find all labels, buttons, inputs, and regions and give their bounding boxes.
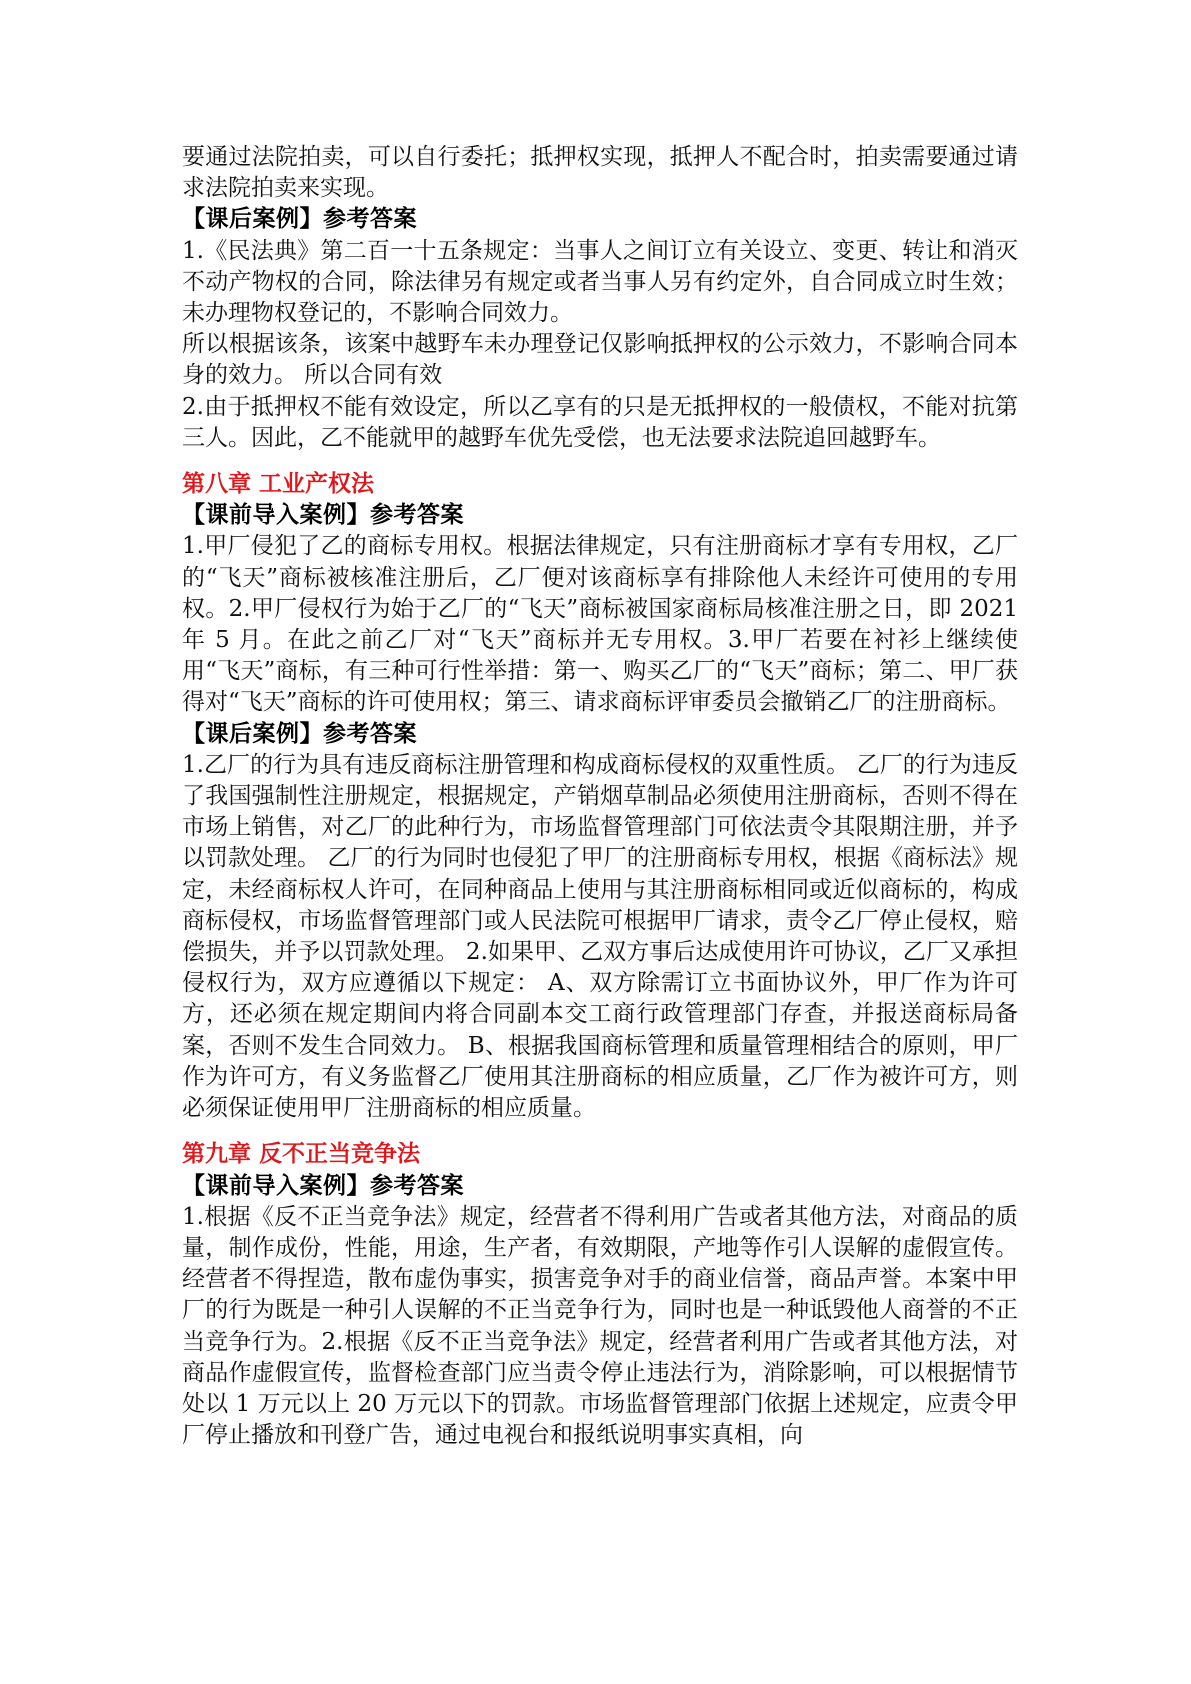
chapter-9-label-pre: 【课前导入案例】参考答案: [182, 1172, 464, 1199]
chapter-9-paragraph-1: 1.根据《反不正当竞争法》规定，经营者不得利用广告或者其他方法，对商品的质量，制作成份，性能，用途，生产者，有效期限，产地等作引人误解的虚假宣传。经营者不得捏造，散布虚伪事实，损害竞争对手的商业信誉，商品声誉。本案中甲厂的行为既是一种引人误解的不正当竞争行为，同时也是一种诋毁他人商誉的不正当竞争行为。2.根据《反不正当竞争法》规定，经营者利用广告或者其他方法，对商品作虚假宣传，监督检查部门应当责令停止违法行为，消除影响，可以根据情节处以 1 万元以上 20 万元以下的罚款。市场监督管理部门依据上述规定，应责令甲厂停止播放和刊登广告，通过电视台和报纸说明事实真相，向: [182, 1203, 1018, 1449]
intro-paragraph-4: 2.由于抵押权不能有效设定，所以乙享有的只是无抵押权的一般债权，不能对抗第三人。因此，乙不能就甲的越野车优先受偿，也无法要求法院追回越野车。: [182, 393, 1018, 451]
spacer: [182, 1124, 1018, 1139]
chapter-9-title: 第九章 反不正当竞争法: [182, 1141, 421, 1168]
chapter-8-paragraph-1: 1.甲厂侵犯了乙的商标专用权。根据法律规定，只有注册商标才享有专用权，乙厂的“飞天”商标被核准注册后，乙厂便对该商标享有排除他人未经许可使用的专用权。2.甲厂侵权行为始于乙厂的“飞天”商标被国家商标局核准注册之日，即 2021 年 5 月。在此之前乙厂对“飞天”商标并无专用权。3.甲厂若要在衬衫上继续使用“飞天”商标，有三种可行性举措：第一、购买乙厂的“飞天”商标；第二、甲厂获得对“飞天”商标的许可使用权；第三、请求商标评审委员会撤销乙厂的注册商标。: [182, 533, 1018, 716]
chapter-8-label-pre: 【课前导入案例】参考答案: [182, 502, 464, 529]
intro-paragraph-1: 要通过法院拍卖，可以自行委托；抵押权实现，抵押人不配合时，拍卖需要通过请求法院拍卖来实现。: [182, 144, 1018, 202]
spacer: [182, 454, 1018, 469]
chapter-8-paragraph-2: 1.乙厂的行为具有违反商标注册管理和构成商标侵权的双重性质。 乙厂的行为违反了我国强制性注册规定，根据规定，产销烟草制品必须使用注册商标，否则不得在市场上销售，对乙厂的此种行为，市场监督管理部门可依法责令其限期注册，并予以罚款处理。 乙厂的行为同时也侵犯了甲厂的注册商标专用权，根据《商标法》规定，未经商标权人许可，在同种商品上使用与其注册商标相同或近似商标的，构成商标侵权，市场监督管理部门或人民法院可根据甲厂请求，责令乙厂停止侵权，赔偿损失，并予以罚款处理。 2.如果甲、乙双方事后达成使用许可协议，乙厂又承担侵权行为，双方应遵循以下规定： A、双方除需订立书面协议外，甲厂作为许可方，还必须在规定期间内将合同副本交工商行政管理部门存查，并报送商标局备案，否则不发生合同效力。 B、根据我国商标管理和质量管理相结合的原则，甲厂作为许可方，有义务监督乙厂使用其注册商标的相应质量，乙厂作为被许可方，则必须保证使用甲厂注册商标的相应质量。: [182, 751, 1018, 1122]
chapter-8-label-post: 【课后案例】参考答案: [182, 720, 417, 747]
chapter-8-title: 第八章 工业产权法: [182, 471, 375, 498]
intro-section-label: 【课后案例】参考答案: [182, 206, 417, 233]
intro-paragraph-3: 所以根据该条，该案中越野车未办理登记仅影响抵押权的公示效力，不影响合同本身的效力。 所以合同有效: [182, 331, 1018, 389]
document-page: [182, 142, 1018, 1451]
intro-paragraph-2: 1.《民法典》第二百一十五条规定：当事人之间订立有关设立、变更、转让和消灭不动产物权的合同，除法律另有规定或者当事人另有约定外，自合同成立时生效；未办理物权登记的，不影响合同效力。: [182, 237, 1018, 327]
